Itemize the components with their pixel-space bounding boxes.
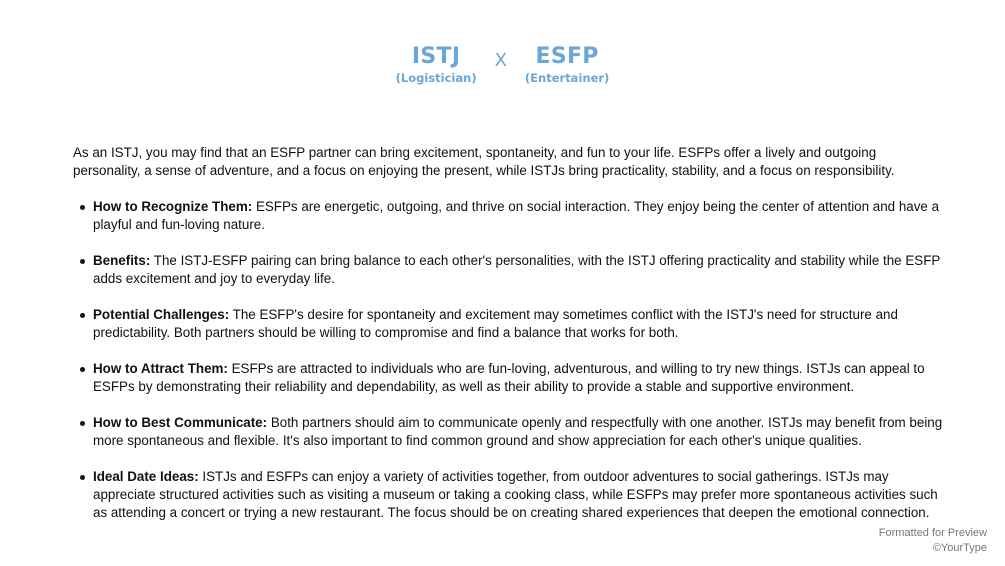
footer-copyright: ©YourType <box>932 542 987 554</box>
right-type-role: (Entertainer) <box>524 71 610 85</box>
point-label: Ideal Date Ideas: <box>93 469 199 484</box>
list-item-challenges <box>93 306 943 342</box>
left-type-code: ISTJ <box>411 44 461 69</box>
point-text: ISTJs and ESFPs can enjoy a variety of activities together, from outdoor adventures to social gatherings. ISTJs may appreciate structured activities such as visiting a museum or taking a cooking class, while ESFPs may prefer more spontaneous activities such as attending a concert or trying a new restaurant. The focus should be on creating shared experiences that deepen the emotional connection. <box>93 469 938 520</box>
page-header <box>0 44 1005 85</box>
left-type-block <box>396 44 477 85</box>
list-item-attract <box>93 360 943 396</box>
left-type-role: (Logistician) <box>395 71 477 85</box>
point-label: How to Attract Them: <box>93 361 228 376</box>
point-label: How to Best Communicate: <box>93 415 268 430</box>
list-item-date-ideas <box>93 468 943 522</box>
point-label: Potential Challenges: <box>93 307 230 322</box>
point-text: ESFPs are energetic, outgoing, and thrive on social interaction. They enjoy being the center of attention and have a playful and fun-loving nature. <box>93 199 940 232</box>
footer-format-note: Formatted for Preview <box>878 527 987 539</box>
list-item-communicate <box>93 414 943 450</box>
point-label: Benefits: <box>93 253 151 268</box>
point-text: ESFPs are attracted to individuals who are fun-loving, adventurous, and willing to try new things. ISTJs can appeal to ESFPs by demonstrating their reliability and dependability, as well as their ability to provide a stable and supportive environment. <box>93 361 925 394</box>
main-content <box>73 144 943 540</box>
point-label: How to Recognize Them: <box>93 199 253 214</box>
point-text: Both partners should aim to communicate openly and respectfully with one another. ISTJs may benefit from being more spontaneous and flexible. It's also important to find common ground and show appreciation for each other's unique qualities. <box>93 415 943 448</box>
right-type-code: ESFP <box>535 44 599 69</box>
footer-note <box>879 526 987 556</box>
point-text: The ISTJ-ESFP pairing can bring balance to each other's personalities, with the ISTJ offering practicality and stability while the ESFP adds excitement and joy to everyday life. <box>93 253 941 286</box>
pairing-separator: X <box>494 50 507 71</box>
intro-paragraph: As an ISTJ, you may find that an ESFP partner can bring excitement, spontaneity, and fun to your life. ESFPs offer a lively and outgoing personality, a sense of adventure, and a focus on enjoying the present, while ISTJs bring practicality, stability, and a focus on responsibility. <box>73 145 895 178</box>
list-item-recognize <box>93 198 943 234</box>
list-item-benefits <box>93 252 943 288</box>
right-type-block <box>525 44 609 85</box>
advice-list <box>73 198 943 522</box>
point-text: The ESFP's desire for spontaneity and excitement may sometimes conflict with the ISTJ's need for structure and predictability. Both partners should be willing to compromise and find a balance that works for both. <box>93 307 898 340</box>
